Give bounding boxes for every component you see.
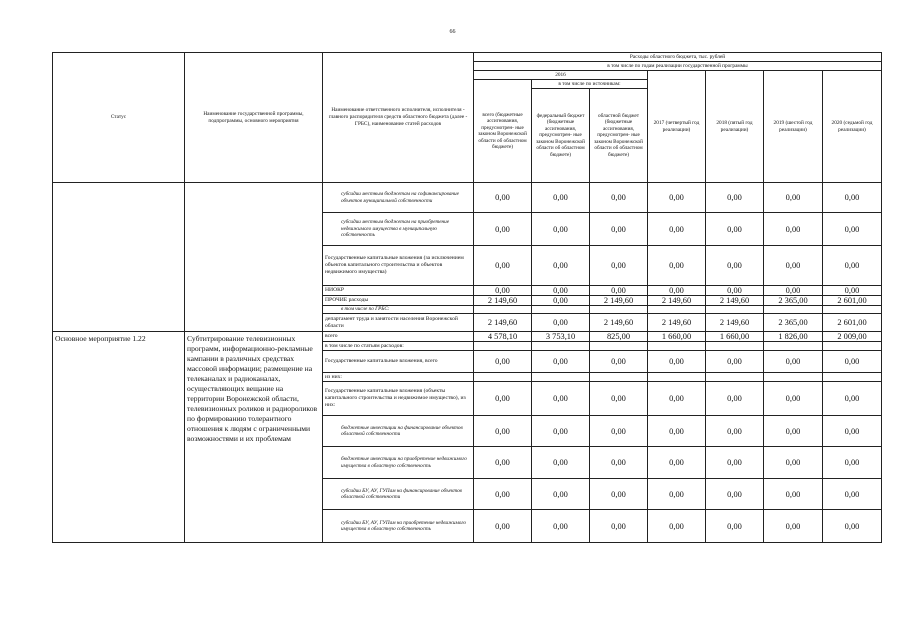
budget-table (52, 52, 882, 543)
header-federal: федеральный бюджет (бюджетные ассигнования, предусмотрен- ные законом Воронежской области об областном бюджете) (532, 89, 590, 183)
expense-item-name: всего (323, 332, 474, 342)
value-federal: 0,00 (532, 314, 590, 332)
value-regional: 0,00 (590, 351, 648, 373)
value-federal: 0,00 (532, 479, 590, 510)
value-y2020: 2 601,00 (823, 314, 882, 332)
value-total: 0,00 (474, 479, 532, 510)
value-federal: 0,00 (532, 351, 590, 373)
value-regional: 0,00 (590, 213, 648, 246)
value-y2017: 0,00 (648, 246, 706, 286)
expense-item-name: Государственные капитальные вложения (за исключением объектов капитального строительства и объектов недвижимого имущества) (323, 246, 474, 286)
value-y2020: 0,00 (823, 510, 882, 543)
table-row (53, 183, 882, 213)
value-y2020: 0,00 (823, 286, 882, 296)
program-cell-empty (185, 306, 323, 314)
value-y2018 (706, 306, 764, 314)
value-y2020: 0,00 (823, 213, 882, 246)
value-y2020: 0,00 (823, 246, 882, 286)
value-federal: 0,00 (532, 183, 590, 213)
value-regional (590, 306, 648, 314)
value-total: 0,00 (474, 183, 532, 213)
value-total: 0,00 (474, 246, 532, 286)
value-federal: 0,00 (532, 286, 590, 296)
value-regional: 0,00 (590, 479, 648, 510)
page-number: 66 (449, 29, 456, 35)
program-cell-empty (185, 286, 323, 296)
value-y2018: 0,00 (706, 183, 764, 213)
value-regional: 2 149,60 (590, 296, 648, 306)
table-row (53, 246, 882, 286)
value-regional: 0,00 (590, 246, 648, 286)
header-year-2016: 2016 (474, 71, 648, 80)
value-y2019: 2 365,00 (764, 314, 823, 332)
value-y2020: 0,00 (823, 183, 882, 213)
expense-item-name: субсидии местным бюджетам на софинансирование объектов муниципальной собственности (323, 183, 474, 213)
value-total: 0,00 (474, 351, 532, 373)
expense-item-name: Государственные капитальные вложения (объекты капитального строительства и недвижимое имущество), из них: (323, 382, 474, 416)
header-2018: 2018 (пятый год реализации) (706, 71, 764, 183)
expense-item-name: в том числе по ГРБС: (323, 306, 474, 314)
value-y2018: 0,00 (706, 510, 764, 543)
value-regional: 0,00 (590, 183, 648, 213)
status-cell-empty (53, 306, 185, 314)
status-cell-empty (53, 296, 185, 306)
value-y2018: 0,00 (706, 246, 764, 286)
value-regional: 2 149,60 (590, 314, 648, 332)
expense-item-name: субсидии местным бюджетам на приобретение недвижимого имущества в муниципальную собственность (323, 213, 474, 246)
value-y2020: 0,00 (823, 447, 882, 479)
value-total: 0,00 (474, 382, 532, 416)
expense-item-name: НИОКР (323, 286, 474, 296)
value-y2017: 0,00 (648, 416, 706, 447)
value-regional: 0,00 (590, 382, 648, 416)
value-y2017: 0,00 (648, 447, 706, 479)
value-y2017 (648, 373, 706, 382)
value-y2020: 0,00 (823, 479, 882, 510)
value-total (474, 306, 532, 314)
value-y2017: 0,00 (648, 213, 706, 246)
header-by-years: в том числе по годам реализации государственной программы (474, 62, 882, 71)
table-body (53, 53, 882, 543)
value-y2017 (648, 342, 706, 351)
value-federal: 0,00 (532, 416, 590, 447)
value-y2018: 0,00 (706, 416, 764, 447)
value-federal: 0,00 (532, 447, 590, 479)
value-y2019: 0,00 (764, 213, 823, 246)
value-total: 0,00 (474, 416, 532, 447)
value-total: 0,00 (474, 447, 532, 479)
status-cell-empty (53, 183, 185, 213)
header-2019: 2019 (шестой год реализации) (764, 71, 823, 183)
table-row (53, 213, 882, 246)
value-federal (532, 306, 590, 314)
value-regional (590, 373, 648, 382)
value-y2019: 0,00 (764, 447, 823, 479)
value-regional (590, 342, 648, 351)
status-cell-empty (53, 213, 185, 246)
value-federal: 3 753,10 (532, 332, 590, 342)
value-total: 0,00 (474, 213, 532, 246)
table-row (53, 314, 882, 332)
status-cell-empty (53, 286, 185, 296)
value-regional: 0,00 (590, 286, 648, 296)
expense-item-name: из них: (323, 373, 474, 382)
value-y2018: 2 149,60 (706, 296, 764, 306)
value-y2018: 0,00 (706, 479, 764, 510)
header-by-sources: в том числе по источникам: (532, 80, 648, 89)
value-y2020 (823, 306, 882, 314)
value-regional: 0,00 (590, 447, 648, 479)
value-y2019: 0,00 (764, 416, 823, 447)
value-y2017: 0,00 (648, 479, 706, 510)
value-total (474, 373, 532, 382)
expense-item-name: ПРОЧИЕ расходы (323, 296, 474, 306)
expense-item-name: субсидии БУ, АУ, ГУПам на финансирование объектов областной собственности (323, 479, 474, 510)
value-regional: 0,00 (590, 416, 648, 447)
value-y2019: 2 365,00 (764, 296, 823, 306)
value-y2019: 0,00 (764, 382, 823, 416)
value-y2018: 0,00 (706, 351, 764, 373)
expense-item-name: бюджетные инвестиции на приобретение недвижимого имущества в областную собственность (323, 447, 474, 479)
header-executor-name: Наименование ответственного исполнителя, исполнителя - главного распорядителя средств областного бюджета (далее - ГРБС), наименование статей расходов (323, 53, 474, 183)
value-y2019 (764, 373, 823, 382)
program-cell-empty (185, 213, 323, 246)
value-federal: 0,00 (532, 382, 590, 416)
value-y2019: 0,00 (764, 286, 823, 296)
status-cell-empty (53, 314, 185, 332)
expense-item-name: Государственные капитальные вложения, всего (323, 351, 474, 373)
value-y2018: 0,00 (706, 447, 764, 479)
value-y2017: 2 149,60 (648, 296, 706, 306)
header-total: всего (бюджетные ассигнования, предусмотрен- ные законом Воронежской области об областном бюджете) (474, 80, 532, 183)
value-y2018: 2 149,60 (706, 314, 764, 332)
table-row (53, 306, 882, 314)
header-2017: 2017 (четвертый год реализации) (648, 71, 706, 183)
value-total: 4 578,10 (474, 332, 532, 342)
value-y2017: 1 660,00 (648, 332, 706, 342)
value-total: 2 149,60 (474, 314, 532, 332)
value-y2017: 0,00 (648, 382, 706, 416)
value-regional: 0,00 (590, 510, 648, 543)
program-cell-empty (185, 296, 323, 306)
value-y2019: 1 826,00 (764, 332, 823, 342)
value-y2018 (706, 373, 764, 382)
value-y2017: 0,00 (648, 183, 706, 213)
value-y2019 (764, 342, 823, 351)
program-cell-empty (185, 314, 323, 332)
value-federal: 0,00 (532, 296, 590, 306)
value-y2017: 0,00 (648, 510, 706, 543)
value-y2019: 0,00 (764, 351, 823, 373)
value-total (474, 342, 532, 351)
table-row (53, 332, 882, 342)
value-y2018: 1 660,00 (706, 332, 764, 342)
value-total: 0,00 (474, 510, 532, 543)
value-y2018: 0,00 (706, 213, 764, 246)
value-y2019 (764, 306, 823, 314)
event-title: Субтитрирование телевизионных программ, информационно-рекламные кампании в различных средствах массовой информации; размещение на телеканалах и радиоканалах, осуществляющих вещание на территории Воронежской области, телевизионных роликов и радиороликов по формированию толерантного отношения к людям с ограниченными возможностями и их проблемам (185, 332, 323, 543)
value-total: 2 149,60 (474, 296, 532, 306)
value-y2017: 2 149,60 (648, 314, 706, 332)
value-y2020 (823, 342, 882, 351)
expense-item-name: в том числе по статьям расходов: (323, 342, 474, 351)
value-federal: 0,00 (532, 246, 590, 286)
value-y2017 (648, 306, 706, 314)
table-row (53, 296, 882, 306)
value-y2018: 0,00 (706, 382, 764, 416)
value-y2017: 0,00 (648, 286, 706, 296)
header-program-name: Наименование государственной программы, подпрограммы, основного мероприятия (185, 53, 323, 183)
value-federal (532, 373, 590, 382)
value-federal (532, 342, 590, 351)
header-expenses: Расходы областного бюджета, тыс. рублей (474, 53, 882, 62)
header-regional: областной бюджет (бюджетные ассигнования, предусмотрен- ные законом Воронежской области об областном бюджете) (590, 89, 648, 183)
value-y2019: 0,00 (764, 246, 823, 286)
expense-item-name: бюджетные инвестиции на финансирование объектов областной собственности (323, 416, 474, 447)
value-y2020: 0,00 (823, 382, 882, 416)
status-cell-empty (53, 246, 185, 286)
value-y2020: 0,00 (823, 351, 882, 373)
value-y2019: 0,00 (764, 183, 823, 213)
program-cell-empty (185, 183, 323, 213)
value-y2020: 2 009,00 (823, 332, 882, 342)
expense-item-name: департамент труда и занятости населения Воронежской области (323, 314, 474, 332)
value-y2017: 0,00 (648, 351, 706, 373)
header-status: Статус (53, 53, 185, 183)
table-row (53, 286, 882, 296)
value-federal: 0,00 (532, 213, 590, 246)
event-status: Основное мероприятие 1.22 (53, 332, 185, 543)
value-y2018 (706, 342, 764, 351)
value-regional: 825,00 (590, 332, 648, 342)
header-row-1 (53, 53, 882, 62)
value-y2019: 0,00 (764, 479, 823, 510)
value-y2018: 0,00 (706, 286, 764, 296)
expense-item-name: субсидии БУ, АУ, ГУПам на приобретение недвижимого имущества в областную собственность (323, 510, 474, 543)
value-y2020: 0,00 (823, 416, 882, 447)
value-y2020 (823, 373, 882, 382)
header-2020: 2020 (седьмой год реализации) (823, 71, 882, 183)
value-total: 0,00 (474, 286, 532, 296)
value-y2020: 2 601,00 (823, 296, 882, 306)
value-federal: 0,00 (532, 510, 590, 543)
program-cell-empty (185, 246, 323, 286)
value-y2019: 0,00 (764, 510, 823, 543)
